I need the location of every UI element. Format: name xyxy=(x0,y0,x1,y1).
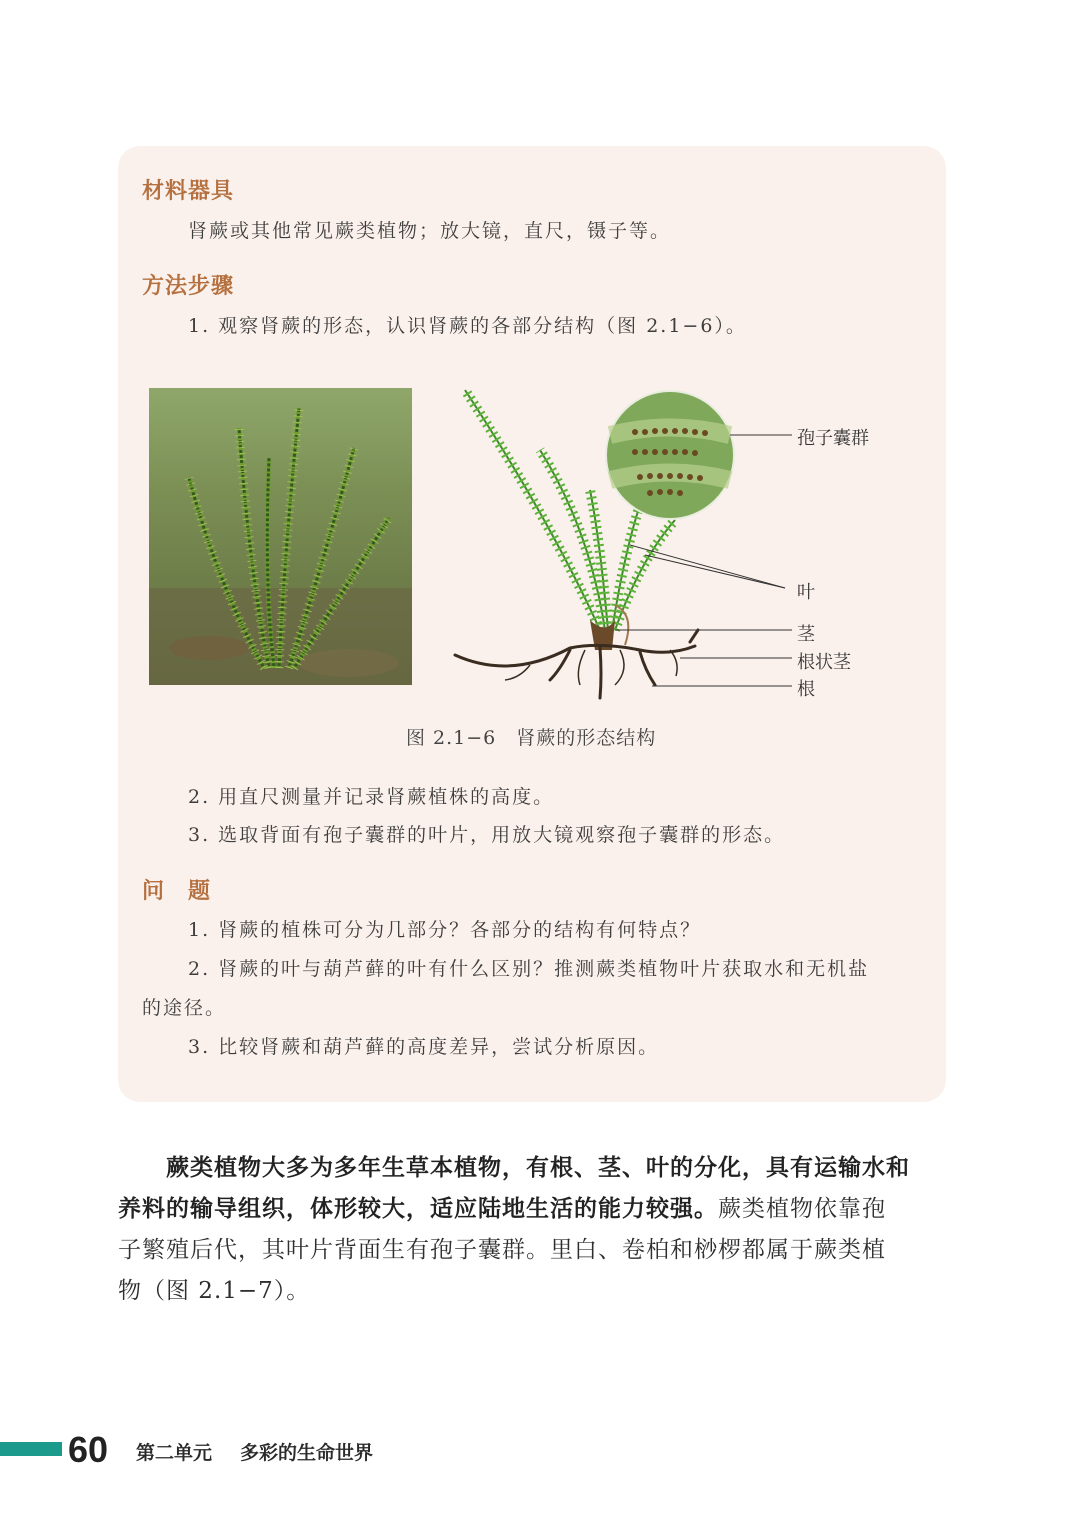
body-line-1 xyxy=(118,1148,948,1189)
question-1: 1. 肾蕨的植株可分为几部分？各部分的结构有何特点？ xyxy=(188,919,702,941)
label-sori: 孢子囊群 xyxy=(797,428,869,449)
page-number: 60 xyxy=(68,1429,109,1470)
method-step-3: 3. 选取背面有孢子囊群的叶片，用放大镜观察孢子囊群的形态。 xyxy=(188,824,786,846)
label-stem: 茎 xyxy=(797,624,815,645)
body-line-1-text: 蕨类植物大多为多年生草本植物，有根、茎、叶的分化，具有运输水和 xyxy=(166,1155,910,1181)
figure-caption: 图 2.1−6 肾蕨的形态结构 xyxy=(406,727,657,749)
body-line-4: 物（图 2.1−7）。 xyxy=(118,1278,311,1304)
footer-unit: 第二单元 xyxy=(136,1442,213,1464)
method-step-1: 1. 观察肾蕨的形态，认识肾蕨的各部分结构（图 2.1−6）。 xyxy=(188,315,747,337)
label-leaf: 叶 xyxy=(797,582,815,603)
footer-accent-bar xyxy=(0,1442,62,1456)
method-heading: 方法步骤 xyxy=(142,274,235,299)
method-step-2: 2. 用直尺测量并记录肾蕨植株的高度。 xyxy=(188,786,555,808)
fern-photo xyxy=(149,388,412,685)
label-root: 根 xyxy=(797,679,815,700)
body-line-2 xyxy=(118,1189,948,1230)
footer-unit-title: 多彩的生命世界 xyxy=(240,1442,374,1464)
body-line-2-bold: 养料的输导组织，体形较大，适应陆地生活的能力较强。 xyxy=(118,1196,718,1222)
question-2-cont: 的途径。 xyxy=(142,997,227,1019)
question-2: 2. 肾蕨的叶与葫芦藓的叶有什么区别？推测蕨类植物叶片获取水和无机盐 xyxy=(188,958,870,980)
questions-heading: 问 题 xyxy=(142,879,212,904)
label-rhizome: 根状茎 xyxy=(797,652,851,673)
materials-heading: 材料器具 xyxy=(142,179,235,204)
body-line-3: 子繁殖后代，其叶片背面生有孢子囊群。里白、卷柏和桫椤都属于蕨类植 xyxy=(118,1237,886,1263)
materials-text: 肾蕨或其他常见蕨类植物；放大镜，直尺，镊子等。 xyxy=(188,220,672,242)
question-3: 3. 比较肾蕨和葫芦藓的高度差异，尝试分析原因。 xyxy=(188,1036,660,1058)
body-line-2-rest: 蕨类植物依靠孢 xyxy=(718,1196,886,1222)
